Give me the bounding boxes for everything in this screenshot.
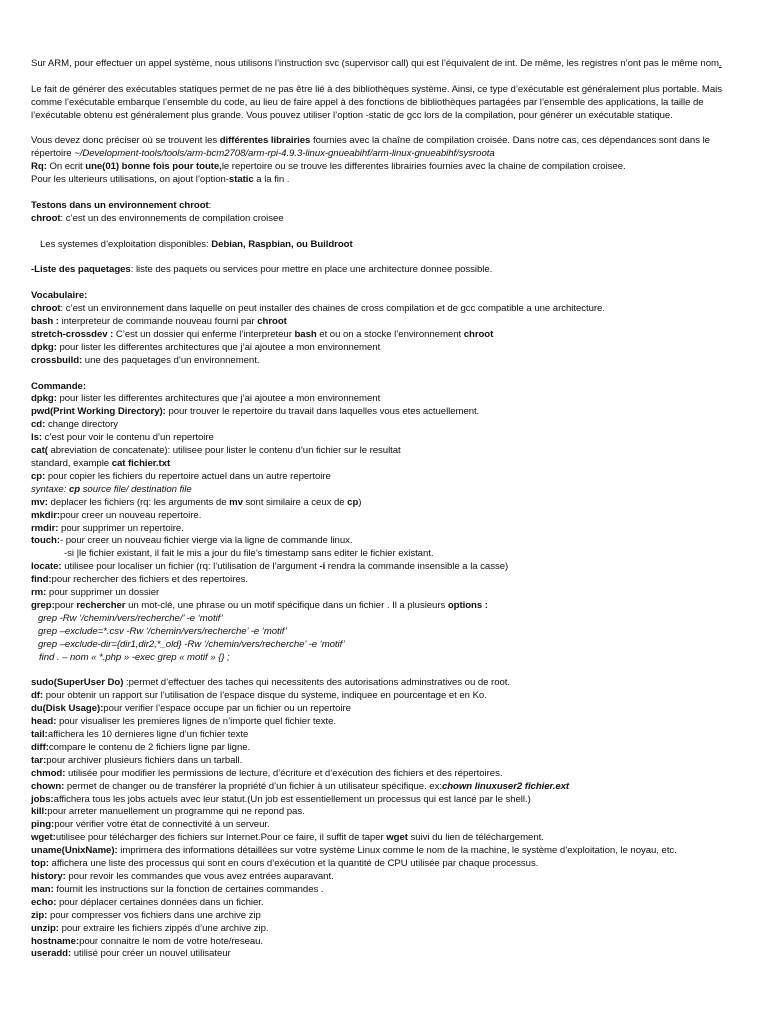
text-span: imprimera des informations détaillées sur votre système Linux comme le nom de la machine, le système d’exploitation, le noyau, etc.	[117, 845, 677, 857]
vocab-item	[31, 342, 737, 355]
text-span: pour visualiser les premieres lignes de n’importe quel fichier texte.	[56, 716, 336, 728]
command-item	[31, 510, 737, 523]
intro-paragraph	[31, 58, 737, 71]
text-span: : c’est un environnement dans laquelle on peut installer des chaines de cross compilation et de gcc compatible a une architecture.	[60, 303, 605, 315]
text-span: Les systemes d’exploitation disponibles:	[40, 238, 212, 250]
term: jobs:	[31, 793, 54, 805]
term: useradd:	[31, 948, 72, 960]
command-item	[31, 781, 737, 794]
bold-span: différentes librairies	[219, 135, 311, 147]
term: rm:	[31, 587, 47, 599]
term: crossbuild:	[31, 354, 83, 366]
text-span: interpreteur de commande nouveau fourni par	[58, 316, 258, 328]
grep-example: grep -Rw ‘/chemin/vers/recherche/’ -e ‘motif’	[38, 612, 223, 624]
static-paragraph: Le fait de générer des exécutables statiques permet de ne pas être lié à des bibliothèques système. Ainsi, ce type d’exécutable est généralement plus portable. Mais comme l’exécutable embarque l’ensemble du code, au lieu de faire appel à des fonctions de bibliothèques partagées par l’ensemble des applications, la taille de l’exécutable obtenu est généralement plus grande. Vous pouvez utiliser l’option -static de gcc lors de la compilation, pour générer un exécutable statique.	[31, 83, 722, 121]
sysroot-path: ~/Development-tools/tools/arm-bcm2708/arm-rpi-4.9.3-linux-gnueabihf/arm-linux-gnueabihf/sysroota	[74, 148, 495, 160]
grep-example: grep –exclude=*.csv -Rw ‘/chemin/vers/recherche’ -e ‘motif’	[38, 625, 287, 637]
text-span: utilisee pour télécharger des fichiers sur Internet.Pour ce faire, il suffit de taper	[55, 832, 387, 844]
text-span: On ecrit	[46, 161, 86, 173]
text-span: abreviation de concatenate): utilisee pour lister le contenu d’un fichier sur le resultat	[47, 445, 401, 457]
term: mkdir:	[31, 509, 61, 521]
rq-line	[31, 161, 737, 174]
term: options :	[447, 599, 488, 611]
librairies-paragraph	[31, 135, 737, 161]
text-span: suivi du lien de téléchargement.	[407, 832, 544, 844]
term: stretch-crossdev :	[31, 328, 114, 340]
term: find:	[31, 574, 52, 586]
command-item	[31, 936, 737, 949]
term: top:	[31, 858, 49, 870]
command-item	[31, 858, 737, 871]
text-span: pour revoir les commandes que vous avez entrées auparavant.	[65, 870, 334, 882]
text-span: un mot-clé, une phrase ou un motif spécifique dans un fichier . Il a plusieurs	[125, 599, 448, 611]
term: man:	[31, 883, 54, 895]
term: bash	[294, 328, 317, 340]
text-span: pour vérifier votre état de connectivité à un serveur.	[54, 819, 270, 831]
text-span: le repertoire ou se trouve les differentes librairies fournies avec la chaine de compilation croisee.	[221, 161, 626, 173]
term: du(Disk Usage):	[31, 703, 104, 715]
command-item	[31, 419, 737, 432]
text-span: Vous devez donc préciser où se trouvent les	[31, 135, 220, 147]
static-option-line	[31, 174, 737, 187]
commands-heading	[31, 381, 737, 394]
text-span: pour trouver le repertoire du travail dans laquelles vous etes actuellement.	[165, 406, 480, 418]
chroot-heading	[31, 200, 737, 213]
text-span: pour copier les fichiers du repertoire actuel dans un autre repertoire	[45, 470, 331, 482]
term: uname(UnixName):	[31, 845, 118, 857]
term: cp	[68, 483, 81, 495]
term: wget	[386, 832, 408, 844]
term: cat(	[31, 445, 48, 457]
command-item	[31, 948, 737, 961]
command-item	[31, 794, 737, 807]
text-span: :	[208, 199, 212, 211]
text-span: affichera tous les jobs actuels avec leur statut.(Un job est essentiellement un processus qui est lancé par le shell.)	[53, 793, 531, 805]
text-span: utilisée pour modifier les permissions de lecture, d’écriture et d’exécution des fichiers et des répertoires.	[65, 767, 503, 779]
paquetages-line	[31, 264, 737, 277]
term: diff:	[31, 741, 49, 753]
text-span: pour arreter manuellement un programme qui ne repond pas.	[47, 806, 305, 818]
text-span: pour supprimer un dossier	[46, 587, 160, 599]
text-span: change directory	[45, 419, 118, 431]
term: -i	[319, 561, 326, 573]
term: tar:	[31, 754, 47, 766]
text-span: rendra la commande insensible a la casse)	[325, 561, 509, 573]
text-span: : liste des paquets ou services pour mettre en place une architecture donnee possible.	[130, 264, 493, 276]
text-span: pour déplacer certaines données dans un fichier.	[56, 896, 264, 908]
term: ls:	[31, 432, 43, 444]
text-span: affichera une liste des processus qui sont en cours d’exécution et la quantité de CPU utilisée par chaque processus.	[48, 858, 539, 870]
text-span: et ou on a stocke l’environnement	[316, 328, 464, 340]
term: cd:	[31, 419, 46, 431]
term: dpkg:	[31, 393, 57, 405]
term: -Liste des paquetages	[31, 264, 131, 276]
text-span: pour supprimer un repertoire.	[58, 522, 184, 534]
term: locate:	[31, 561, 62, 573]
term: tail:	[31, 729, 48, 740]
term: mv:	[31, 496, 48, 508]
term: touch:	[31, 535, 61, 547]
text-span: pour connaitre le nom de votre hote/reseau.	[79, 935, 264, 947]
text-span: pour creer un nouveau repertoire.	[60, 509, 202, 521]
term: head:	[31, 716, 57, 728]
term: ping:	[31, 819, 55, 831]
term: pwd(Print Working Directory):	[31, 406, 166, 418]
command-item	[31, 690, 737, 703]
command-item	[31, 523, 737, 536]
text-span: pour archiver plusieurs fichiers dans un tarball.	[46, 754, 243, 766]
command-item	[31, 806, 737, 819]
grep-example: find . – nom « *.php » -exec grep « motif » {} ;	[39, 651, 230, 663]
heading-text: Testons dans un environnement chroot	[31, 199, 209, 211]
text-span: pour extraire les fichiers zippés d’une archive zip.	[58, 922, 269, 934]
os-line	[31, 239, 737, 252]
text-span: pour verifier l’espace occupe par un fichier ou un repertoire	[103, 703, 351, 715]
command-item	[31, 393, 737, 406]
term: rechercher	[76, 599, 126, 611]
command-item	[31, 716, 737, 729]
command-item	[31, 832, 737, 845]
text-span: une des paquetages d’un environnement.	[82, 354, 260, 366]
command-item	[31, 497, 737, 510]
term: chroot	[31, 303, 61, 315]
text-span: :permet d’effectuer des taches qui necessitents des autorisations adminstratives ou de root.	[123, 677, 510, 689]
bold-span: une(01) bonne fois pour toute,	[85, 161, 222, 173]
term: dpkg:	[31, 341, 57, 353]
term: sudo(SuperUser Do)	[31, 677, 124, 689]
term: rmdir:	[31, 522, 59, 534]
chown-example: chown linuxuser2 fichier.ext	[441, 780, 570, 792]
command-item	[31, 561, 737, 574]
command-item	[31, 600, 737, 613]
term: history:	[31, 870, 66, 882]
text-span: pour lister les differentes architectures que j’ai ajoutee a mon environnement	[56, 393, 381, 405]
command-item	[31, 819, 737, 832]
term: chown:	[31, 780, 65, 792]
term: chroot	[31, 212, 61, 224]
text-span: standard, example	[31, 457, 112, 469]
term: cp:	[31, 470, 46, 482]
term: kill:	[31, 806, 48, 818]
command-item-cont: -si |le fichier existant, il fait le mis a jour du file’s timestamp sans editer le fichier existant.	[64, 548, 434, 560]
term: bash :	[31, 316, 59, 328]
text-span: pour	[54, 599, 77, 611]
text-span: c’est pour voir le contenu d’un repertoire	[42, 432, 214, 444]
cp-syntax	[31, 484, 737, 497]
term: cat fichier.txt	[111, 457, 171, 469]
command-item	[31, 768, 737, 781]
text-span: pour obtenir un rapport sur l’utilisation de l’espace disque du systeme, indiquee en pourcentage et en Ko.	[43, 690, 487, 702]
term: echo:	[31, 896, 57, 908]
text-span: sont similaire a ceux de	[242, 496, 348, 508]
term: df:	[31, 690, 44, 702]
command-item	[31, 677, 737, 690]
vocab-item	[31, 355, 737, 368]
vocab-item	[31, 303, 737, 316]
rq-label: Rq:	[31, 161, 47, 173]
document-page	[31, 58, 737, 961]
text-span: utilisee pour localiser un fichier (rq: l’utilisation de l’argument	[61, 561, 320, 573]
text-span: pour compresser vos fichiers dans une archive zip	[47, 909, 261, 921]
command-item	[31, 923, 737, 936]
vocab-item	[31, 329, 737, 342]
text-span: C’est un dossier qui enferme l’interpreteur	[113, 328, 295, 340]
chroot-definition	[31, 213, 737, 226]
text-span: pour rechercher des fichiers et des repertoires.	[51, 574, 249, 586]
text-span: - pour creer un nouveau fichier vierge via la ligne de commande linux.	[60, 535, 353, 547]
text-span: )	[358, 496, 362, 508]
text-span: fournit les instructions sur la fonction de certaines commandes .	[53, 883, 324, 895]
term: hostname:	[31, 935, 80, 947]
text-span: Pour les ulterieurs utilisations, on ajout l’option-	[31, 174, 229, 186]
command-item	[31, 406, 737, 419]
command-item	[31, 755, 737, 768]
vocab-item	[31, 316, 737, 329]
command-item	[31, 729, 737, 742]
term: mv	[229, 496, 243, 508]
command-item	[31, 535, 737, 548]
command-item-cont	[31, 458, 737, 471]
term: cp	[347, 496, 359, 508]
command-item	[31, 471, 737, 484]
term: wget:	[31, 832, 56, 844]
term: chroot	[257, 316, 287, 328]
heading-text: Commande:	[31, 380, 86, 392]
command-item	[31, 845, 737, 858]
text-span: fournies avec la chaîne de compilation croisée. Dans notre cas, ces dépendances sont dans le répertoire	[31, 135, 710, 160]
bold-span: Debian, Raspbian, ou Buildroot	[211, 238, 353, 250]
text-span: pour lister les differentes architectures que j’ai ajoutee a mon environnement	[56, 341, 381, 353]
bold-span: static	[228, 174, 254, 186]
command-item	[31, 910, 737, 923]
term: chmod:	[31, 767, 66, 779]
command-item	[31, 897, 737, 910]
text-span: a la fin .	[253, 174, 290, 186]
text-span: compare le contenu de 2 fichiers ligne par ligne.	[48, 741, 251, 753]
text-span: : c’est un des environnements de compilation croisee	[60, 212, 284, 224]
grep-example: grep –exclude-dir={dir1,dir2,*_old} -Rw ‘/chemin/vers/recherche’ -e ‘motif’	[38, 638, 345, 650]
heading-text: Vocabulaire:	[31, 290, 88, 302]
command-item	[31, 884, 737, 897]
text-span: permet de changer ou de transférer la propriété d’un fichier à un utilisateur spécifique. ex:	[64, 780, 442, 792]
command-item	[31, 703, 737, 716]
command-item	[31, 742, 737, 755]
text-span: source file/ destination file	[80, 483, 192, 495]
command-item	[31, 445, 737, 458]
vocab-heading	[31, 290, 737, 303]
command-item	[31, 587, 737, 600]
term: zip:	[31, 909, 48, 921]
intro-text: Sur ARM, pour effectuer un appel système, nous utilisons l’instruction svc (supervisor call) qui est l’équivalent de int. De même, les registres n’ont pas le même nom	[31, 58, 719, 69]
text-span: affichera les 10 dernieres ligne d’un fichier texte	[47, 729, 249, 740]
term: grep:	[31, 599, 55, 611]
command-item	[31, 574, 737, 587]
term: unzip:	[31, 922, 59, 934]
text-span: syntaxe:	[31, 483, 69, 495]
command-item	[31, 432, 737, 445]
term: chroot	[463, 328, 494, 340]
intro-end: .	[718, 58, 722, 69]
text-span: utilisé pour créer un nouvel utilisateur	[71, 948, 231, 960]
command-item	[31, 871, 737, 884]
text-span: deplacer les fichiers (rq: les arguments de	[47, 496, 230, 508]
